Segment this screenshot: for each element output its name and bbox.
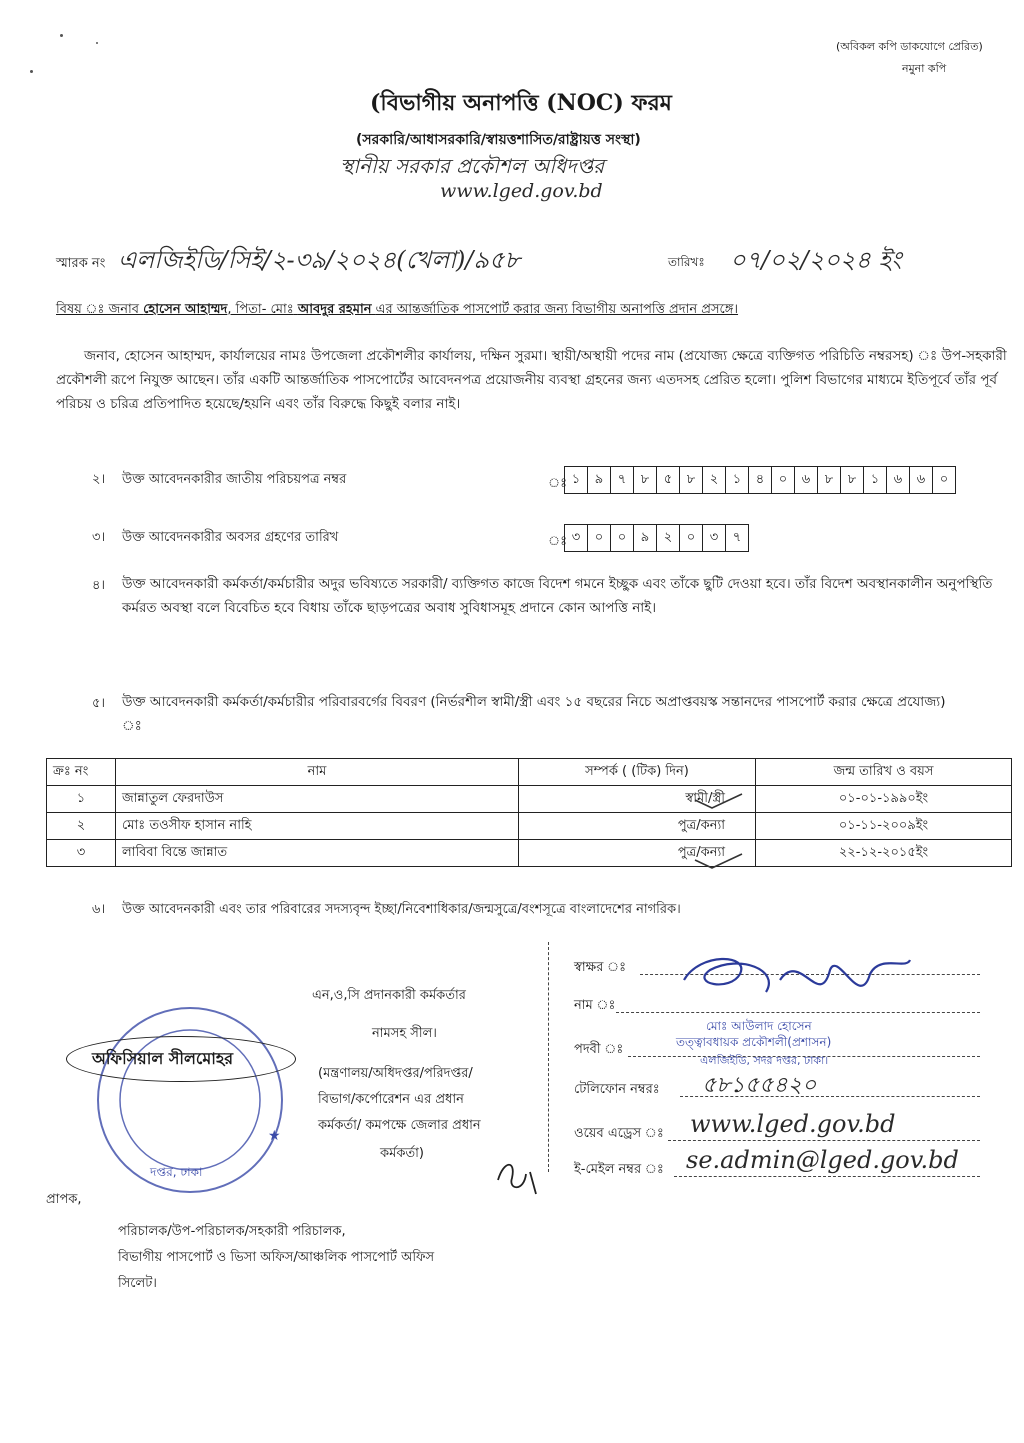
memo-label: স্মারক নং [56,256,106,271]
row-name: জান্নাতুল ফেরদাউস [116,786,519,813]
header-dob: জন্ম তারিখ ও বয়স [756,759,1012,786]
nid-digit: ০ [772,467,795,493]
table-row [47,813,1012,840]
subject-father-label: , পিতা- মোঃ [227,302,294,317]
subject-prefix: বিষয় ঃ জনাব [56,302,140,317]
retire-digit: ৩ [703,525,726,551]
signature-scribble [670,940,930,1030]
tick-marks [690,788,750,878]
org-website-handwritten: www.lged.gov.bd [440,180,603,202]
row-dob: ০১-০১-১৯৯০ইং [756,786,1012,813]
subject-line [56,300,738,321]
form-title: (বিভাগীয় অনাপত্তি (NOC) ফরম [370,90,672,116]
recipient-to: প্রাপক, [46,1192,82,1207]
item-retire-colon: ঃ [548,534,568,549]
item-retire-label: উক্ত আবেদনকারীর অবসর গ্রহণের তারিখ [122,530,339,545]
nid-digit: ১ [726,467,749,493]
retire-digit: ০ [680,525,703,551]
row-relation: স্বামী/স্ত্রী [519,786,756,813]
item-nid-label: উক্ত আবেদনকারীর জাতীয় পরিচয়পত্র নম্বর [122,472,347,487]
nid-digit: ৮ [680,467,703,493]
retire-digit: ৯ [634,525,657,551]
row-sl: ৩ [47,840,116,867]
subject-rest: এর আন্তর্জাতিক পাসপোর্ট করার জন্য বিভাগীয় অনাপত্তি প্রদান প্রসঙ্গে। [375,302,739,317]
item4-num: ৪। [92,578,106,593]
sign-label: স্বাক্ষর ঃ [574,960,627,975]
tick-mark [695,854,742,868]
row-name: লাবিবা বিন্তে জান্নাত [116,840,519,867]
email-dotline [674,1176,980,1177]
nid-digit: ৬ [910,467,933,493]
noc-officer-line4: বিভাগ/কর্পোরেশন এর প্রধান [318,1092,464,1107]
row-sl: ১ [47,786,116,813]
email-value: se.admin@lged.gov.bd [686,1146,959,1174]
retire-digit: ২ [657,525,680,551]
divider [548,942,549,1172]
nid-digit: ২ [703,467,726,493]
header-sl: ক্রঃ নং [47,759,116,786]
recipient-line3: সিলেট। [118,1276,157,1291]
designation-stamp: তত্ত্বাবধায়ক প্রকৌশলী(প্রশাসন) [676,1035,832,1049]
retire-digit: ৭ [732,529,742,545]
item6-num: ৬। [92,902,106,917]
memo-number: এলজিইডি/সিই/২-৩৯/২০২৪(খেলা)/৯৫৮ [118,246,521,274]
email-label: ই-মেইল নম্বর ঃ [574,1162,664,1177]
seal-ring-text: দপ্তর, ঢাকা [150,1165,203,1179]
noc-officer-line2: নামসহ সীল। [372,1026,437,1041]
org-name-handwritten: স্থানীয় সরকার প্রকৌশল অধিদপ্তর [340,154,605,178]
recipient-line2: বিভাগীয় পাসপোর্ট ও ভিসা অফিস/আঞ্চলিক পাসপোর্ট অফিস [118,1250,435,1265]
sample-note: নমুনা কপি [902,62,947,75]
scan-speck [30,70,33,73]
tick-mark [695,794,742,808]
header-name: নাম [116,759,519,786]
nid-digit: ৫ [657,467,680,493]
nid-digit: ৮ [634,467,657,493]
designation-label: পদবী ঃ [574,1042,624,1057]
nid-digit: ৭ [611,467,634,493]
nid-digit: ৮ [818,467,841,493]
row-sl: ২ [47,813,116,840]
nid-digit: ৬ [795,467,818,493]
item-nid-num: ২। [92,472,106,487]
item6-text: উক্ত আবেদনকারী এবং তার পরিবারের সদস্যবৃন্দ ইচ্ছা/নিবেশাধিকার/জন্মসুত্রে/বংশসূত্রে বাংলাদেশের নাগরিক। [122,902,681,917]
subject-name: হোসেন আহাম্মদ [143,302,228,317]
name-stamp: মোঃ আউলাদ হোসেন [706,1019,812,1033]
scan-speck [60,34,63,37]
seal-star: ★ [268,1128,281,1144]
nid-digit-boxes [564,466,956,494]
memo-date: ০৭/০২/২০২৪ ইং [730,246,902,274]
noc-officer-line1: এন,ও,সি প্রদানকারী কর্মকর্তার [312,988,466,1003]
header-relation: সম্পর্ক ( (টিক) দিন) [519,759,756,786]
item-nid-colon: ঃ [548,476,568,491]
nid-digit: ৮ [841,467,864,493]
item5-num: ৫। [92,696,106,711]
item5-text: উক্ত আবেদনকারী কর্মকর্তা/কর্মচারীর পরিবারবর্গের বিবরণ (নির্ভরশীল স্বামী/স্ত্রী এবং ১৫ বছরের নিচে অপ্রাপ্তবয়স্ক সন্তানদের পাসপোর্ট করার ক্ষেত্রে প্রযোজ্য) ঃ [122,694,946,734]
retire-digit: ০ [588,525,611,551]
subject-father: আবদুর রহমান [297,302,372,317]
family-table [46,758,1012,867]
row-relation: পুত্র/কন্যা [519,840,756,867]
row-relation: পুত্র/কন্যা [519,813,756,840]
table-row [47,840,1012,867]
web-dotline [668,1140,980,1141]
name-dotline [616,1012,980,1013]
phone-value: ৫৮১৫৫৪২০ [702,1073,817,1098]
retire-digit: ৩ [565,525,588,551]
nid-digit: ০ [939,471,949,487]
memo-date-label: তারিখঃ [668,255,705,269]
form-subtitle: (সরকারি/আধাসরকারি/স্বায়ত্তশাসিত/রাষ্ট্রায়ত্ত সংস্থা) [356,132,641,148]
row-name: মোঃ তওসীফ হাসান নাহি [116,813,519,840]
web-label: ওয়েব এড্রেস ঃ [574,1126,664,1141]
nid-digit: ১ [565,467,588,493]
initials-scribble [490,1150,550,1200]
official-seal-label: অফিসিয়াল সীলমোহর [92,1049,234,1068]
name-label: নাম ঃ [574,998,616,1013]
noc-officer-line5: কর্মকর্তা/ কমপক্ষে জেলার প্রধান [318,1118,481,1133]
retire-digit-boxes [564,524,749,552]
recipient-line1: পরিচালক/উপ-পরিচালক/সহকারী পরিচালক, [118,1224,346,1239]
family-table-header [47,759,1012,786]
nid-digit: ৯ [588,467,611,493]
retire-digit: ০ [611,525,634,551]
web-value: www.lged.gov.bd [690,1110,896,1138]
phone-label: টেলিফোন নম্বরঃ [574,1082,660,1097]
nid-digit: ৬ [887,467,910,493]
row-dob: ০১-১১-২০০৯ইং [756,813,1012,840]
noc-officer-line6: কর্মকর্তা) [380,1146,425,1161]
office-stamp: এলজিইডি, সদর দপ্তর, ঢাকা। [700,1054,829,1067]
item4-text: উক্ত আবেদনকারী কর্মকর্তা/কর্মচারীর অদুর ভবিষ্যতে সরকারী/ ব্যক্তিগত কাজে বিদেশ গমনে ইচ্ছুক এবং তাঁকে ছুটি দেওয়া হবে। তাঁর বিদেশ অবস্থানকালীন অনুপস্থিতি কর্মরত অবস্থা বলে বিবেচিত হবে বিধায় তাঁকে ছাড়পত্রের অবাধ সুবিধাসমূহ প্রদানে কোন আপত্তি নাই। [122,576,993,616]
table-row [47,786,1012,813]
item-retire-num: ৩। [92,530,106,545]
nid-digit: ৪ [749,467,772,493]
body-paragraph: জনাব, হোসেন আহাম্মদ, কার্যালয়ের নামঃ উপজেলা প্রকৌশলীর কার্যালয়, দক্ষিন সুরমা। স্থায়ী/অস্থায়ী পদের নাম (প্রযোজ্য ক্ষেত্রে ব্যক্তিগত পরিচিতি নম্বরসহ) ঃ উপ-সহকারী প্রকৌশলী রূপে নিযুক্ত আছেন। তাঁর একটি আন্তর্জাতিক পাসপোর্টের আবেদনপত্র প্রয়োজনীয় ব্যবস্থা গ্রহনের জন্য এতদসহ প্রেরিত হলো। পুলিশ বিভাগের মাধ্যমে ইতিপূর্বে তাঁর পূর্ব পরিচয় ও চরিত্র প্রতিপাদিত হয়েছে/হয়নি এবং তাঁর বিরুদ্ধে কিছুই বলার নাই। [56,348,1007,412]
copy-note: (অবিকল কপি ডাকযোগে প্রেরিত) [836,40,983,53]
row-dob: ২২-১২-২০১৫ইং [756,840,1012,867]
scan-speck [96,42,98,44]
noc-officer-line3: (মন্ত্রণালয়/অধিদপ্তর/পরিদপ্তর/ [318,1066,473,1081]
nid-digit: ১ [864,467,887,493]
